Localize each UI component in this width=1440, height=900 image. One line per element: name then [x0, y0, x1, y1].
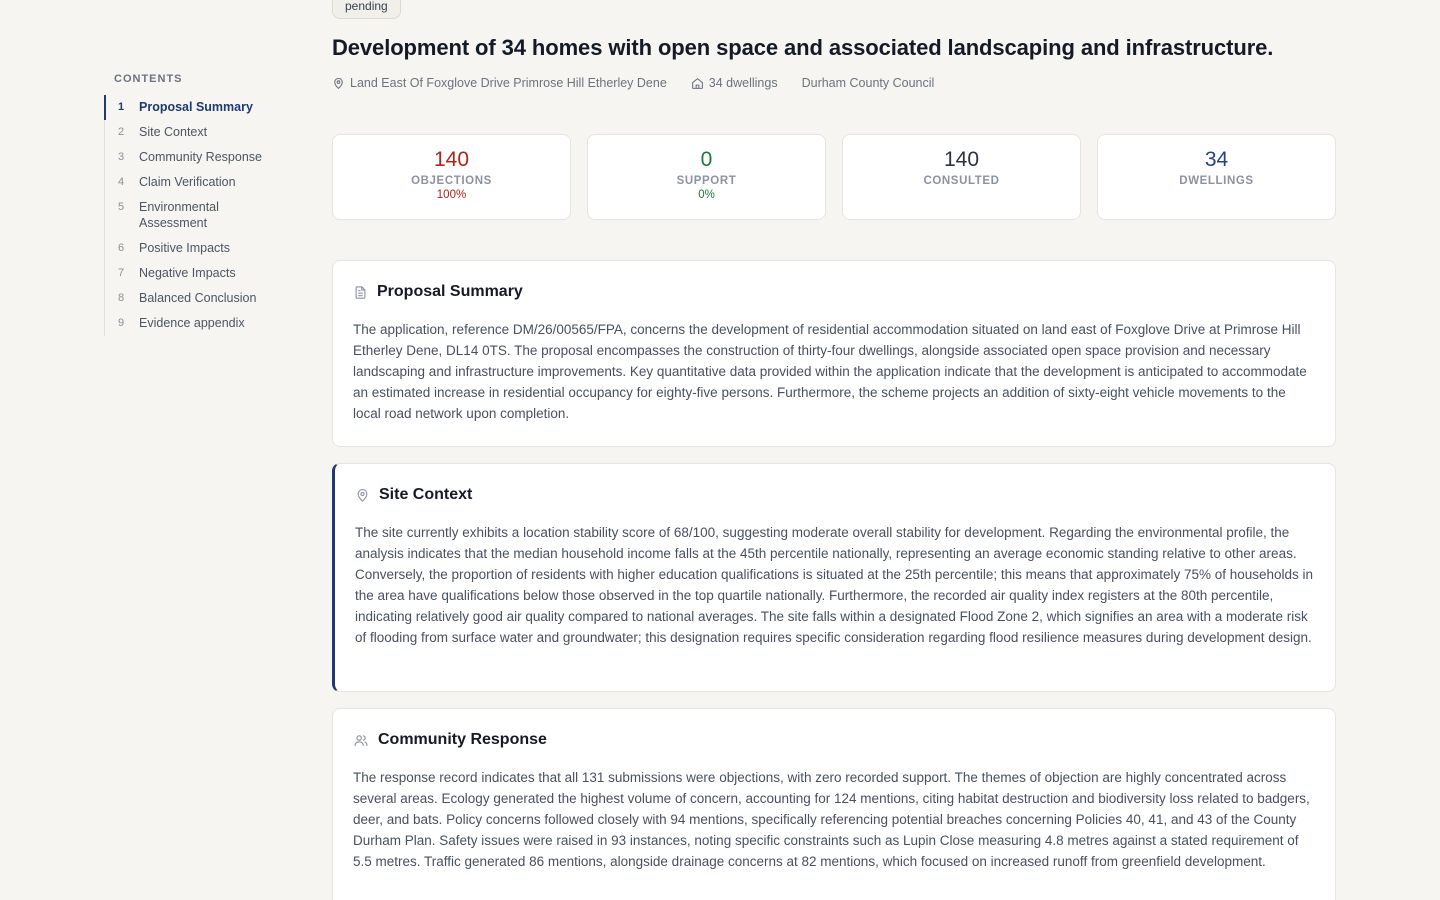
- toc-item-negative-impacts[interactable]: [104, 261, 284, 286]
- toc-item-label: Proposal Summary: [139, 100, 253, 114]
- stat-value: 0: [700, 148, 713, 171]
- stat-label: SUPPORT: [676, 175, 737, 187]
- toc-item-positive-impacts[interactable]: [104, 236, 284, 261]
- toc-item-number: 4: [118, 176, 125, 188]
- toc-item-proposal-summary[interactable]: [104, 95, 284, 120]
- section-proposal-summary: [332, 260, 1336, 447]
- toc-item-label: Claim Verification: [139, 175, 236, 189]
- stat-percentage: 100%: [436, 189, 467, 201]
- toc-heading: CONTENTS: [114, 73, 183, 85]
- toc-item-balanced-conclusion[interactable]: [104, 286, 284, 311]
- table-of-contents: [104, 73, 284, 336]
- map-pin-icon: [332, 77, 345, 90]
- toc-item-number: 1: [118, 101, 125, 113]
- toc-item-label: Negative Impacts: [139, 266, 236, 280]
- home-icon: [691, 77, 704, 90]
- toc-item-community-response[interactable]: [104, 145, 284, 170]
- council-meta: [802, 76, 935, 90]
- location-text: Land East Of Foxglove Drive Primrose Hill Etherley Dene: [350, 76, 667, 90]
- section-header: [353, 731, 1315, 749]
- toc-item-label: Site Context: [139, 125, 208, 139]
- toc-item-label: Community Response: [139, 150, 262, 164]
- toc-item-number: 7: [118, 267, 125, 279]
- toc-item-claim-verification[interactable]: [104, 170, 284, 195]
- toc-item-number: 2: [118, 126, 125, 138]
- toc-item-label: Positive Impacts: [139, 241, 231, 255]
- toc-list: [104, 95, 284, 336]
- toc-item-evidence-appendix[interactable]: [104, 311, 284, 336]
- toc-item-environmental-assessment[interactable]: [104, 195, 284, 236]
- council-text: Durham County Council: [801, 76, 935, 90]
- section-body: The response record indicates that all 131 submissions were objections, with zero recorded support. The themes of objection are highly concentrated across several areas. Ecology generated the highest volume of concern, accounting for 124 mentions, citing habitat destruction and biodiversity loss related to badgers, deer, and bats. Policy concerns followed closely with 94 mentions, specifically referencing potential breaches concerning Policies 40, 41, and 43 of the County Durham Plan. Safety issues were raised in 93 instances, noting specific constraints such as Lupin Close measuring 4.8 metres against a stated requirement of 5.5 metres. Traffic generated 86 mentions, alongside drainage concerns at 82 mentions, which focused on increased runoff from greenfield development.: [353, 770, 1310, 869]
- section-title: Site Context: [379, 486, 473, 503]
- map-pin-icon: [355, 488, 370, 503]
- stat-card-consulted: [842, 134, 1081, 220]
- section-body: The application, reference DM/26/00565/FPA, concerns the development of residential accommodation situated on land east of Foxglove Drive at Primrose Hill Etherley Dene, DL14 0TS. The proposal encompasses the construction of thirty-four dwellings, alongside associated open space provision and necessary landscaping and infrastructure improvements. Key quantitative data provided within the application indicate that the development is anticipated to accommodate an estimated increase in residential occupancy for eighty-five persons. Furthermore, the scheme projects an addition of sixty-eight vehicle movements to the local road network upon completion.: [353, 322, 1307, 421]
- stat-card-support: [587, 134, 826, 220]
- section-header: [355, 486, 1315, 504]
- status-badge: pending: [332, 0, 401, 19]
- toc-item-label: Evidence appendix: [139, 316, 245, 330]
- application-meta: [332, 76, 958, 90]
- stat-percentage: 0%: [698, 189, 715, 201]
- toc-item-label: Balanced Conclusion: [139, 291, 257, 305]
- stat-label: CONSULTED: [923, 175, 1000, 187]
- stat-card-dwellings: [1097, 134, 1336, 220]
- section-header: [353, 283, 1315, 301]
- toc-item-number: 5: [118, 201, 125, 213]
- section-body: The site currently exhibits a location stability score of 68/100, suggesting moderate overall stability for development. Regarding the environmental profile, the analysis indicates that the median household income falls at the 45th percentile nationally, representing an average economic standing relative to other areas. Conversely, the proportion of residents with higher education qualifications is situated at the 25th percentile; this means that approximately 75% of households in the area have qualifications below those observed in the top quartile nationally. Furthermore, the recorded air quality index registers at the 80th percentile, indicating relatively good air quality compared to national averages. The site falls within a designated Flood Zone 2, which signifies an area with a moderate risk of flooding from surface water and groundwater; this designation requires specific consideration regarding flood resilience measures during development design.: [355, 525, 1314, 645]
- location-meta: [332, 76, 667, 90]
- stat-value: 140: [433, 148, 470, 171]
- dwellings-meta: [691, 76, 778, 90]
- section-title: Community Response: [378, 731, 547, 748]
- section-site-context: [332, 463, 1336, 692]
- users-icon: [353, 733, 369, 748]
- toc-item-number: 8: [118, 292, 125, 304]
- toc-item-number: 9: [118, 317, 125, 329]
- stat-label: DWELLINGS: [1179, 175, 1254, 187]
- stat-value: 140: [943, 148, 980, 171]
- section-title: Proposal Summary: [377, 283, 523, 300]
- dwellings-text: 34 dwellings: [708, 76, 778, 90]
- document-icon: [353, 285, 368, 300]
- toc-item-number: 6: [118, 242, 125, 254]
- toc-item-site-context[interactable]: [104, 120, 284, 145]
- stat-card-objections: [332, 134, 571, 220]
- stats-row: [332, 134, 1336, 220]
- stat-label: OBJECTIONS: [411, 175, 492, 187]
- page-title: Development of 34 homes with open space and associated landscaping and infrastructure.: [332, 35, 1274, 60]
- section-community-response: [332, 708, 1336, 900]
- toc-item-label: Environmental Assessment: [139, 200, 219, 230]
- stat-value: 34: [1204, 148, 1229, 171]
- toc-item-number: 3: [118, 151, 125, 163]
